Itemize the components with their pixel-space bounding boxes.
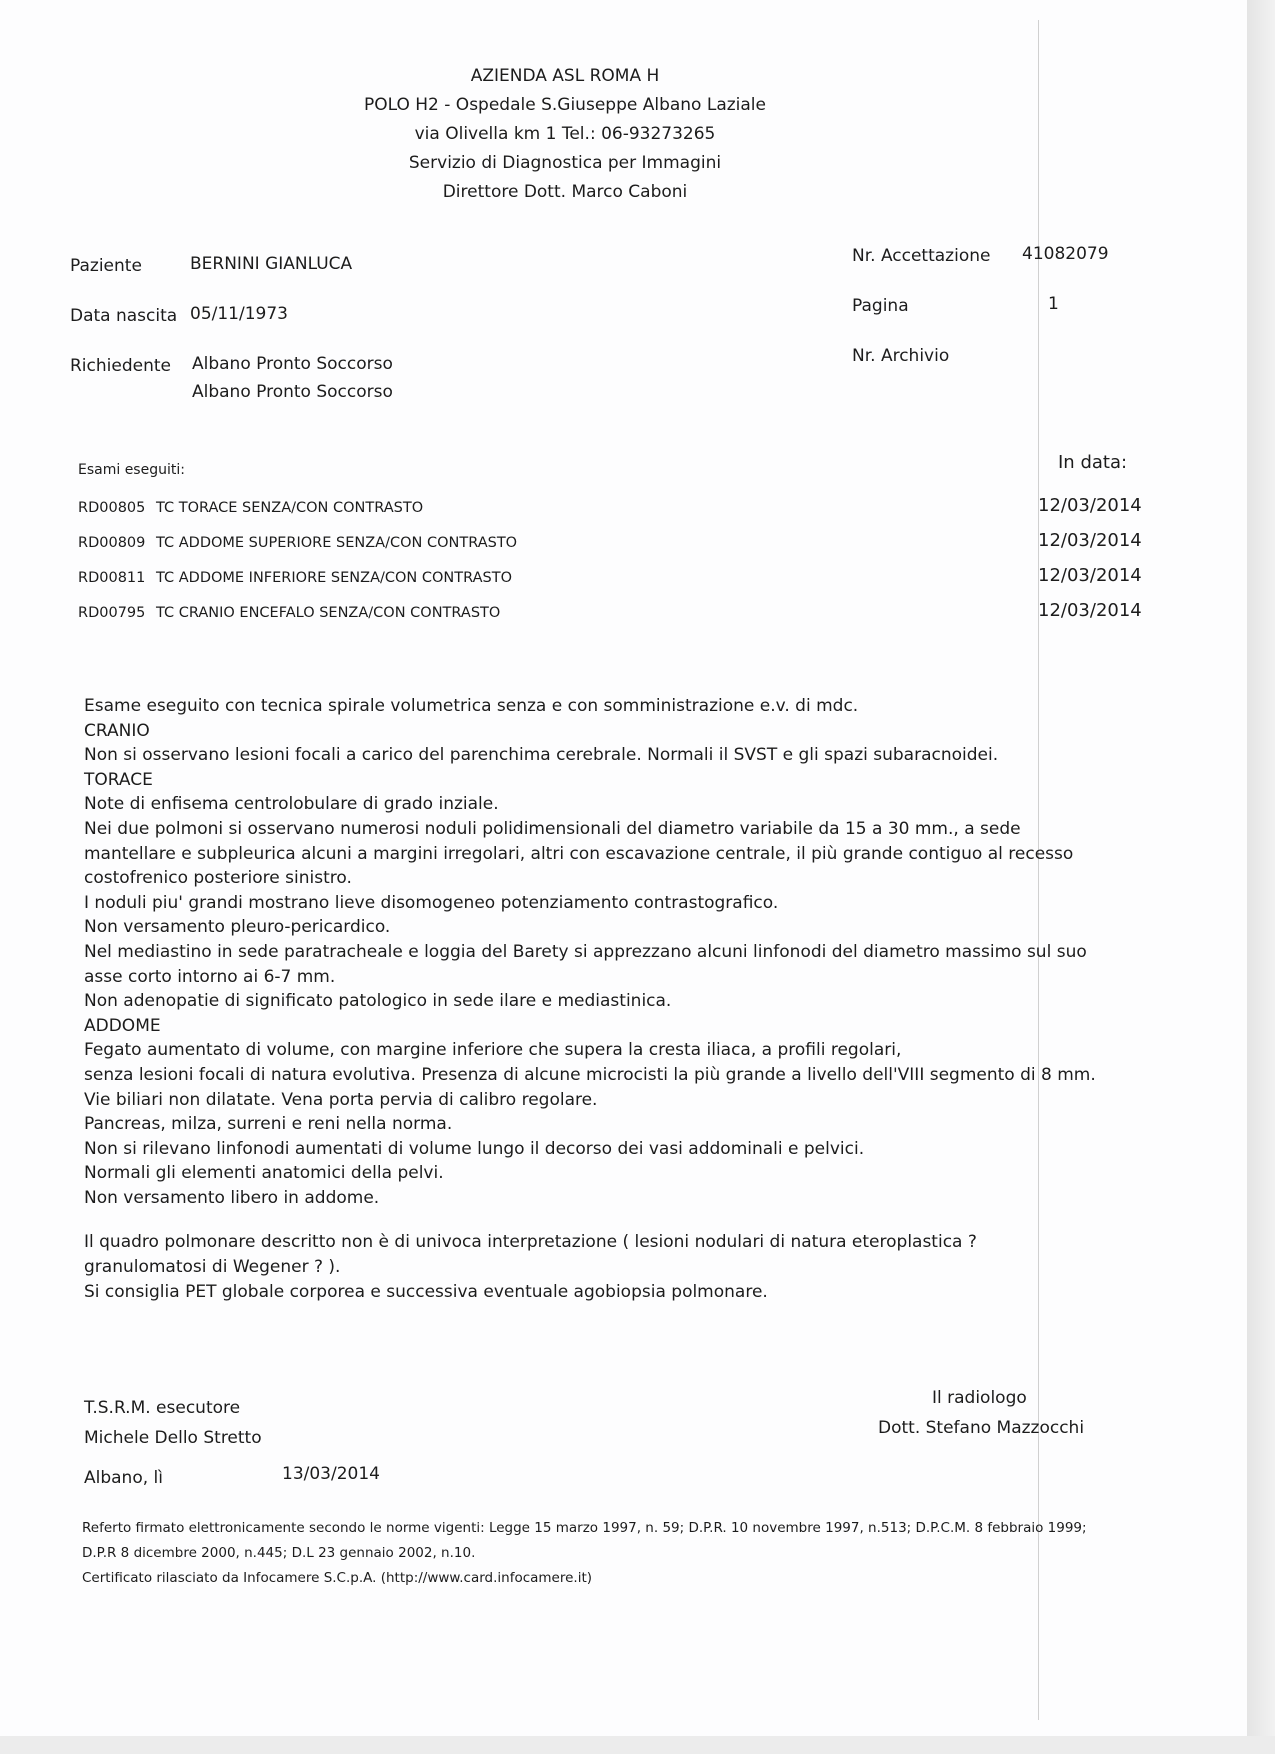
report-body: [84, 694, 1104, 1304]
exam-date: 12/03/2014: [1038, 565, 1142, 586]
dob-label: Data nascita: [70, 306, 178, 326]
archive-label: Nr. Archivio: [852, 346, 950, 366]
patient-name-label: Paziente: [70, 256, 142, 276]
exams-heading: Esami eseguiti:: [78, 462, 185, 478]
exam-date: 12/03/2014: [1038, 600, 1142, 621]
exam-row: [78, 530, 1142, 571]
report-line: Nei due polmoni si osservano numerosi noduli polidimensionali del diametro variabile da 15 a 30 mm., a sede mantellare e subpleurica alcuni a margini irregolari, altri con escavazione centrale, il più grande contiguo al recesso costofrenico posteriore sinistro.: [84, 818, 1074, 889]
legal-footer: [82, 1516, 1182, 1591]
header-line-1: AZIENDA ASL ROMA H: [470, 66, 660, 86]
scan-bottom-edge: [0, 1736, 1275, 1754]
dob-value: 05/11/1973: [190, 304, 288, 324]
radiologist-name: Dott. Stefano Mazzocchi: [878, 1418, 1085, 1438]
requester-line-2: Albano Pronto Soccorso: [192, 382, 393, 402]
exam-description: TC ADDOME SUPERIORE SENZA/CON CONTRASTO: [156, 535, 518, 551]
hospital-header: [300, 62, 830, 207]
exam-description: TC TORACE SENZA/CON CONTRASTO: [156, 500, 424, 516]
report-section-cranio: CRANIO: [84, 720, 150, 741]
exam-row: [78, 565, 1142, 606]
exam-description: TC ADDOME INFERIORE SENZA/CON CONTRASTO: [156, 570, 512, 586]
report-recommendation: Si consiglia PET globale corporea e successiva eventuale agobiopsia polmonare.: [84, 1281, 768, 1302]
report-conclusion: Il quadro polmonare descritto non è di univoca interpretazione ( lesioni nodulari di natura eteroplastica ? granulomatosi di Wegener ? ).: [84, 1232, 977, 1278]
report-line: Non adenopatie di significato patologico in sede ilare e mediastinica.: [84, 991, 672, 1012]
report-line: senza lesioni focali di natura evolutiva. Presenza di alcune microcisti la più grande a livello dell'VIII segmento di 8 mm.: [84, 1064, 1096, 1085]
header-line-4: Servizio di Diagnostica per Immagini: [408, 153, 722, 173]
page-label: Pagina: [852, 296, 909, 316]
header-line-3: via Olivella km 1 Tel.: 06-93273265: [414, 124, 716, 144]
report-line: Non si rilevano linfonodi aumentati di volume lungo il decorso dei vasi addominali e pelvici.: [84, 1138, 865, 1159]
report-line: Nel mediastino in sede paratracheale e loggia del Barety si apprezzano alcuni linfonodi del diametro massimo sul suo asse corto intorno ai 6-7 mm.: [84, 941, 1087, 987]
patient-name: BERNINI GIANLUCA: [190, 254, 353, 274]
place-label: Albano, lì: [84, 1468, 163, 1488]
exam-code: RD00805: [78, 500, 146, 516]
header-line-5: Direttore Dott. Marco Caboni: [442, 182, 688, 202]
footer-line-3: Certificato rilasciato da Infocamere S.C.p.A. (http://www.card.infocamere.it): [82, 1570, 593, 1586]
report-spacer: [84, 1210, 1104, 1230]
report-line: Pancreas, milza, surreni e reni nella norma.: [84, 1114, 453, 1135]
exam-date: 12/03/2014: [1038, 495, 1142, 516]
acceptance-label: Nr. Accettazione: [852, 246, 991, 266]
report-line: Vie biliari non dilatate. Vena porta pervia di calibro regolare.: [84, 1089, 598, 1110]
page-value: 1: [1048, 294, 1059, 314]
tsrm-name: Michele Dello Stretto: [84, 1428, 262, 1448]
report-line: I noduli piu' grandi mostrano lieve disomogeneo potenziamento contrastografico.: [84, 892, 779, 913]
exam-row: [78, 600, 1142, 641]
acceptance-value: 41082079: [1022, 244, 1109, 264]
report-line: Non versamento libero in addome.: [84, 1187, 380, 1208]
report-section-torace: TORACE: [84, 769, 153, 790]
footer-line-2: D.P.R 8 dicembre 2000, n.445; D.L 23 gennaio 2002, n.10.: [82, 1545, 476, 1561]
exam-date: 12/03/2014: [1038, 530, 1142, 551]
report-line: Non versamento pleuro-pericardico.: [84, 917, 391, 938]
report-date: 13/03/2014: [282, 1464, 380, 1484]
scan-edge: [1247, 0, 1275, 1754]
report-line: Esame eseguito con tecnica spirale volumetrica senza e con somministrazione e.v. di mdc.: [84, 696, 859, 716]
footer-line-1: Referto firmato elettronicamente secondo le norme vigenti: Legge 15 marzo 1997, n. 59; D.P.R. 10 novembre 1997, n.513; D.P.C.M. 8 febbraio 1999;: [82, 1520, 1087, 1536]
report-line: Note di enfisema centrolobulare di grado inziale.: [84, 794, 499, 815]
requester-label: Richiedente: [70, 356, 171, 376]
report-line: Non si osservano lesioni focali a carico del parenchima cerebrale. Normali il SVST e gli spazi subaracnoidei.: [84, 745, 999, 766]
report-line: Fegato aumentato di volume, con margine inferiore che supera la cresta iliaca, a profili regolari,: [84, 1040, 902, 1061]
header-line-2: POLO H2 - Ospedale S.Giuseppe Albano Laziale: [363, 95, 766, 115]
requester-line-1: Albano Pronto Soccorso: [192, 354, 393, 374]
tsrm-label: T.S.R.M. esecutore: [84, 1398, 241, 1418]
exam-code: RD00795: [78, 605, 146, 621]
exam-code: RD00809: [78, 535, 146, 551]
report-line: Normali gli elementi anatomici della pelvi.: [84, 1163, 444, 1184]
exam-description: TC CRANIO ENCEFALO SENZA/CON CONTRASTO: [156, 605, 501, 621]
exam-row: [78, 495, 1142, 536]
exams-date-heading: In data:: [1058, 452, 1128, 473]
exam-code: RD00811: [78, 570, 146, 586]
report-section-addome: ADDOME: [84, 1015, 161, 1036]
radiologist-label: Il radiologo: [932, 1388, 1027, 1408]
